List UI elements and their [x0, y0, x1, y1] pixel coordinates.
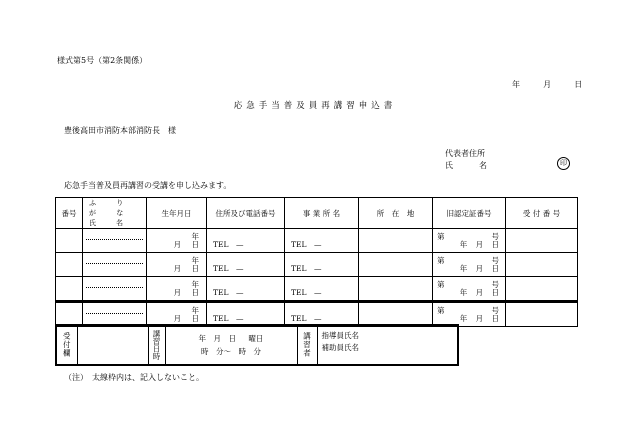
cert-no-label: 第 — [437, 306, 445, 315]
header-shimei: 氏 名 — [89, 219, 125, 227]
table-row — [56, 253, 578, 277]
row-birth-cell[interactable] — [147, 277, 207, 302]
cert-no-label: 第 — [437, 280, 445, 289]
assistant-label: 補助員氏名 — [321, 343, 359, 352]
birth-year-label: 年 — [191, 280, 199, 289]
applicant-table — [55, 197, 578, 327]
form-number: 様式第5号（第2条関係） — [57, 56, 148, 65]
row-birth-cell[interactable] — [147, 229, 207, 253]
birth-month-day-label: 月 日 — [173, 240, 199, 249]
header-name — [83, 198, 147, 229]
header-office: 事 業 所 名 — [285, 198, 359, 229]
row-office-location-cell[interactable] — [359, 302, 433, 327]
row-office-cell[interactable] — [285, 229, 359, 253]
row-office-cell[interactable] — [285, 253, 359, 277]
birth-month-day-label: 月 日 — [173, 264, 199, 273]
representative-address-label: 代表者住所 — [445, 149, 485, 158]
row-office-cell[interactable] — [285, 277, 359, 302]
row-old-cert-cell[interactable] — [433, 253, 506, 277]
row-office-location-cell[interactable] — [359, 277, 433, 302]
cert-date-label: 年 月 日 — [459, 264, 499, 273]
birth-year-label: 年 — [191, 232, 199, 241]
cert-no-label: 第 — [437, 256, 445, 265]
participant-label-cell — [297, 325, 317, 365]
cert-go-label: 号 — [491, 232, 499, 241]
header-number: 番号 — [56, 198, 83, 229]
cert-go-label: 号 — [491, 256, 499, 265]
row-name-cell[interactable] — [83, 229, 147, 253]
schedule-date: 年 月 日 曜日 — [198, 334, 264, 343]
date-line — [512, 81, 582, 89]
row-office-location-cell[interactable] — [359, 229, 433, 253]
row-receipt-cell — [506, 302, 578, 327]
tel-label: TEL — — [213, 240, 244, 249]
birth-month-day-label: 月 日 — [173, 288, 199, 297]
cert-date-label: 年 月 日 — [459, 240, 499, 249]
row-address-cell[interactable] — [207, 277, 285, 302]
birth-year-label: 年 — [191, 256, 199, 265]
tel-label: TEL — — [213, 314, 244, 323]
table-row — [56, 302, 578, 327]
header-furigana: ふ り が な — [89, 199, 133, 217]
birth-year-label: 年 — [191, 306, 199, 315]
cert-date-label: 年 月 日 — [459, 314, 499, 323]
tel-label: TEL — — [213, 264, 244, 273]
row-old-cert-cell[interactable] — [433, 229, 506, 253]
receipt-label-cell — [56, 325, 77, 365]
row-old-cert-cell[interactable] — [433, 302, 506, 327]
row-number-cell[interactable] — [56, 253, 83, 277]
receipt-label: 受付欄 — [62, 332, 72, 358]
tel-label: TEL — — [213, 288, 244, 297]
document-title: 応急手当普及員再講習申込書 — [233, 101, 397, 111]
table-row — [56, 277, 578, 302]
office-tel-label: TEL — — [291, 264, 322, 273]
row-office-location-cell[interactable] — [359, 253, 433, 277]
row-receipt-cell — [506, 229, 578, 253]
row-receipt-cell — [506, 253, 578, 277]
staff-cell — [317, 325, 458, 365]
representative-name-label-1: 氏 — [445, 161, 453, 170]
office-tel-label: TEL — — [291, 288, 322, 297]
header-old-cert: 旧認定証番号 — [433, 198, 506, 229]
row-birth-cell[interactable] — [147, 253, 207, 277]
receipt-value-cell — [77, 325, 148, 365]
seal-mark: 印 — [557, 157, 570, 170]
birth-month-day-label: 月 日 — [173, 314, 199, 323]
footnote: （注） 太線枠内は、記入しないこと。 — [64, 373, 204, 382]
office-use-row — [56, 325, 458, 365]
office-use-table — [55, 324, 459, 366]
instructor-label: 指導員氏名 — [321, 331, 359, 340]
row-number-cell[interactable] — [56, 229, 83, 253]
header-address-tel: 住所及び電話番号 — [207, 198, 285, 229]
row-birth-cell[interactable] — [147, 302, 207, 327]
row-address-cell[interactable] — [207, 302, 285, 327]
row-office-cell[interactable] — [285, 302, 359, 327]
table-row — [56, 229, 578, 253]
date-day: 日 — [574, 80, 583, 89]
row-address-cell[interactable] — [207, 253, 285, 277]
header-birth: 生年月日 — [147, 198, 207, 229]
row-receipt-cell — [506, 277, 578, 302]
application-statement: 応急手当普及員再講習の受講を申し込みます。 — [64, 181, 232, 190]
header-receipt: 受 付 番 号 — [506, 198, 578, 229]
schedule-time: 時 分〜 時 分 — [201, 347, 261, 356]
cert-date-label: 年 月 日 — [459, 288, 499, 297]
date-month: 月 — [543, 80, 552, 89]
representative-name-label-2: 名 — [479, 161, 487, 170]
row-name-cell[interactable] — [83, 277, 147, 302]
furigana-divider — [86, 239, 143, 240]
recipient: 豊後高田市消防本部消防長 様 — [64, 126, 176, 135]
office-tel-label: TEL — — [291, 240, 322, 249]
header-office-location: 所 在 地 — [359, 198, 433, 229]
schedule-label: 講習日時 — [152, 330, 161, 360]
row-number-cell[interactable] — [56, 302, 83, 327]
cert-go-label: 号 — [491, 306, 499, 315]
cert-no-label: 第 — [437, 232, 445, 241]
row-name-cell[interactable] — [83, 253, 147, 277]
furigana-divider — [86, 313, 143, 314]
schedule-label-cell — [148, 325, 165, 365]
schedule-value-cell — [165, 325, 297, 365]
table-header-row — [56, 198, 578, 229]
furigana-divider — [86, 287, 143, 288]
row-address-cell[interactable] — [207, 229, 285, 253]
participant-label: 講習者 — [302, 332, 312, 358]
row-number-cell[interactable] — [56, 277, 83, 302]
date-year: 年 — [512, 80, 520, 89]
office-tel-label: TEL — — [291, 314, 322, 323]
cert-go-label: 号 — [491, 280, 499, 289]
row-name-cell[interactable] — [83, 302, 147, 327]
furigana-divider — [86, 263, 143, 264]
row-old-cert-cell[interactable] — [433, 277, 506, 302]
